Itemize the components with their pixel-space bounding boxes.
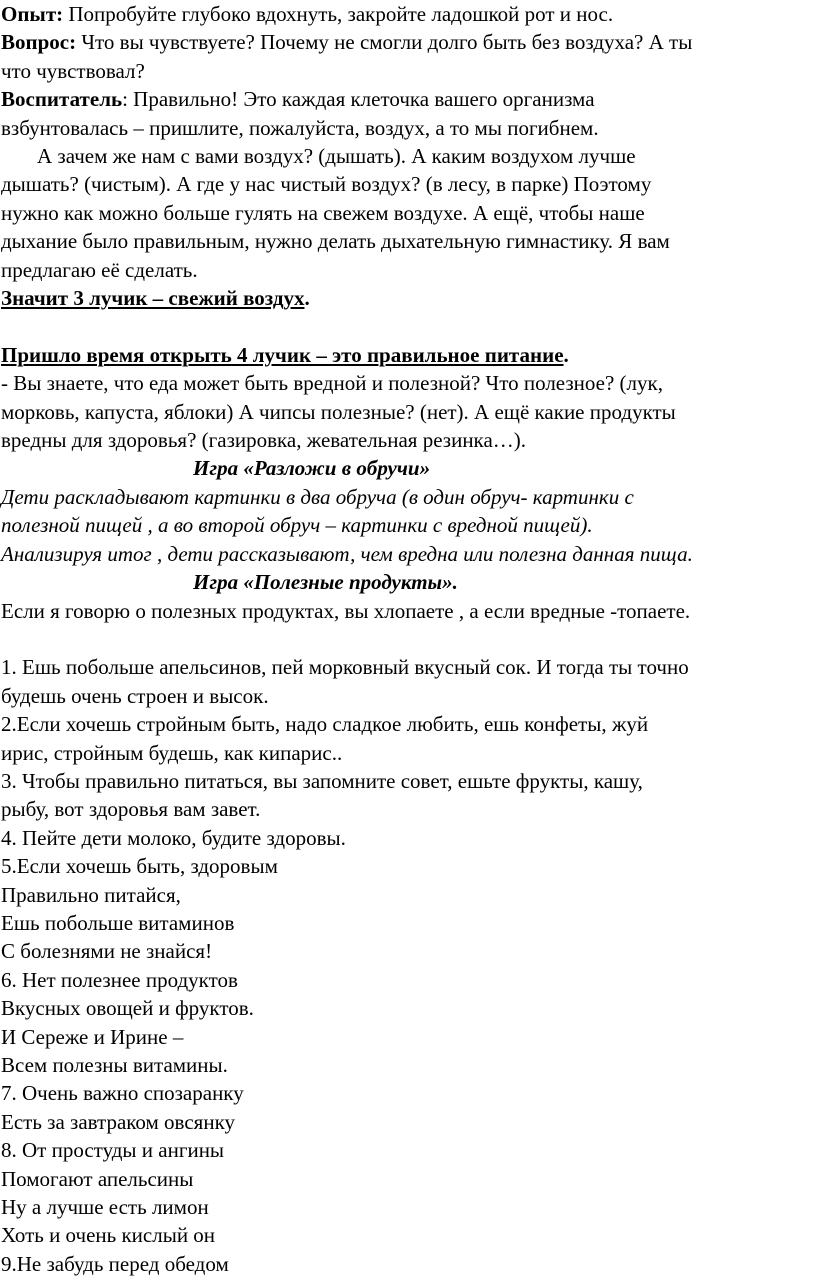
verse-line: рыбу, вот здоровья вам завет. (1, 797, 261, 822)
verse-line: 6. Нет полезнее продуктов (1, 967, 238, 992)
verse-line: Всем полезны витамины. (1, 1053, 228, 1077)
ray-4-heading-text: Пришло время открыть 4 лучик – это правильное питание (1, 342, 564, 367)
verse-line: 5.Если хочешь быть, здоровым (1, 854, 278, 879)
verse-line: 1. Ешь побольше апельсинов, пей морковный вкусный сок. И тогда ты точно (1, 655, 689, 680)
food-paragraph-line: - Вы знаете, что еда может быть вредной и полезной? Что полезное? (лук, (1, 371, 663, 396)
verse-line: С болезнями не знайся! (1, 939, 213, 964)
verse-line: Помогают апельсины (1, 1166, 194, 1191)
teacher-line-2: взбунтовалась – пришлите, пожалуйста, воздух, а то мы погибнем. (1, 115, 599, 140)
question-text: Что вы чувствуете? Почему не смогли долго быть без воздуха? А ты (76, 30, 693, 55)
ray-3-heading (1, 284, 808, 312)
game-2-title: Игра «Полезные продукты». (193, 570, 458, 595)
game-1-description-line: полезной пищей , а во второй обруч – картинки с вредной пищей). (1, 513, 593, 538)
verse-line: ирис, стройным будешь, как кипарис.. (1, 740, 343, 765)
ray-4-heading-period: . (563, 342, 569, 367)
air-paragraph-line: дышать? (чистым). А где у нас чистый воздух? (в лесу, в парке) Поэтому (1, 172, 652, 197)
air-paragraph-line: нужно как можно больше гулять на свежем воздухе. А ещё, чтобы наше (1, 200, 645, 225)
verse-line: Правильно питайся, (1, 882, 181, 907)
verse-line: 7. Очень важно спозаранку (1, 1081, 244, 1106)
blank-line (1, 625, 808, 653)
verse-line: И Сереже и Ирине – (1, 1024, 184, 1049)
ray-3-heading-text: Значит 3 лучик – свежий воздух (1, 286, 305, 311)
verse-line: Ну а лучше есть лимон (1, 1195, 209, 1220)
game-2-intro: Если я говорю о полезных продуктах, вы хлопаете , а если вредные -топаете. (1, 598, 691, 623)
experiment-label: Опыт: (1, 2, 64, 26)
game-1-description-line: Дети раскладывают картинки в два обруча (в один обруч- картинки с (1, 484, 634, 509)
food-paragraph-line: морковь, капуста, яблоки) А чипсы полезные? (нет). А ещё какие продукты (1, 399, 676, 424)
question-label: Вопрос: (1, 30, 77, 55)
experiment-paragraph (1, 0, 808, 28)
teacher-label: Воспитатель (1, 87, 123, 112)
question-line-1 (1, 28, 808, 56)
teacher-text: : Правильно! Это каждая клеточка вашего организма (122, 87, 595, 112)
verse-line: Ешь побольше витаминов (1, 910, 235, 935)
air-paragraph-line: предлагаю её сделать. (1, 257, 198, 282)
verse-line: 4. Пейте дети молоко, будите здоровы. (1, 825, 346, 850)
verse-line: Хоть и очень кислый он (1, 1223, 216, 1248)
question-line-2: что чувствовал? (1, 58, 145, 83)
teacher-line-1 (1, 85, 808, 113)
verse-line: 3. Чтобы правильно питаться, вы запомните совет, ешьте фрукты, кашу, (1, 768, 643, 793)
experiment-text: Попробуйте глубоко вдохнуть, закройте ладошкой рот и нос. (63, 2, 614, 26)
verse-line: 2.Если хочешь стройным быть, надо сладкое любить, ешь конфеты, жуй (1, 712, 649, 737)
food-paragraph-line: вредны для здоровья? (газировка, жевательная резинка…). (1, 428, 527, 453)
verse-line: Есть за завтраком овсянку (1, 1109, 235, 1134)
verse-line: 8. От простуды и ангины (1, 1138, 225, 1163)
air-paragraph-line: А зачем же нам с вами воздух? (дышать). А каким воздухом лучше (37, 144, 636, 169)
ray-4-heading (1, 341, 808, 369)
game-1-description-line: Анализируя итог , дети рассказывают, чем вредна или полезна данная пища. (1, 541, 693, 566)
ray-3-heading-period: . (304, 286, 310, 311)
verse-line: Вкусных овощей и фруктов. (1, 996, 254, 1021)
air-paragraph-line: дыхание было правильным, нужно делать дыхательную гимнастику. Я вам (1, 229, 670, 254)
verse-line: 9.Не забудь перед обедом (1, 1251, 229, 1276)
verse-line: будешь очень строен и высок. (1, 683, 269, 708)
blank-line (1, 312, 808, 340)
game-1-title: Игра «Разложи в обручи» (193, 456, 431, 481)
